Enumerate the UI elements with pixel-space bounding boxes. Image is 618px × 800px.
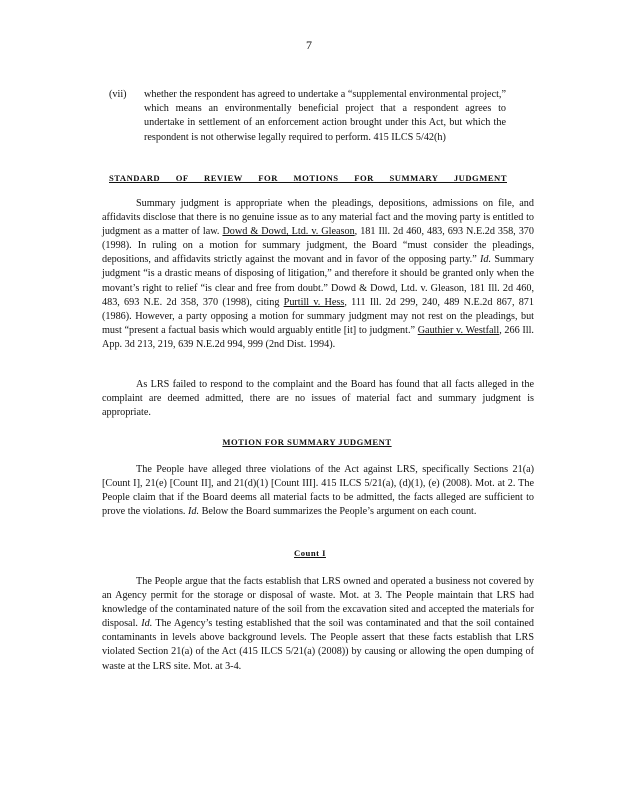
text-run: , 181 Ill. 2d 460, 483, 693 N.E.2d 358, 370 (1998). In ruling on a motion for summary judgment, the Board “must consider the pleadings, depositions, and affidavits strictly against the movant and in favor of the opposing party.” (102, 226, 534, 266)
heading-motion-for-summary-judgment: MOTION FOR SUMMARY JUDGMENT (222, 437, 392, 447)
id-citation: Id. (141, 618, 153, 630)
case-citation-gauthier: Gauthier v. Westfall (417, 324, 500, 336)
text-run: Below the Board summarizes the People’s argument on each count. (199, 506, 477, 518)
id-citation: Id. (188, 506, 200, 518)
paragraph-motion (102, 463, 534, 519)
item-text: whether the respondent has agreed to undertake a “supplemental environmental project,” which means an environmentally beneficial project that a respondent agrees to undertake in settlement of an enforcement action brought under this Act, but which the respondent is not otherwise legally required to perform. 415 ILCS 5/42(h) (144, 89, 506, 143)
text-run: The People argue that the facts establish that LRS owned and operated a business not covered by an Agency permit for the storage or disposal of waste. Mot. at 3. The People maintain that LRS had knowledge of the contaminated nature of the soil from the excavation sited and accepted the materials for disposal. (102, 576, 534, 630)
id-citation: Id. (480, 254, 492, 266)
page-number: 7 (306, 38, 312, 52)
text-run: The People have alleged three violations of the Act against LRS, specifically Sections 21(a) [Count I], 21(e) [Count II], and 21(d)(1) [Count III]. 415 ILCS 5/21(a), (d)(1), (e) (2008). Mot. at 2. The People claim that if the Board deems all material facts to be admitted, the facts alleged are sufficient to prove the violations. (102, 464, 534, 518)
text-run: The Agency’s testing established that the soil was contaminated and that the soil contained contaminants in levels above background levels. The People assert that these facts establish that LRS violated Section 21(a) of the Act (415 ILCS 5/21(a) (2008)) by causing or allowing the open dumping of waste at the LRS site. Mot. at 3-4. (102, 618, 534, 672)
heading-standard-of-review: STANDARD OF REVIEW FOR MOTIONS FOR SUMMARY JUDGMENT (109, 173, 507, 183)
text-run: , 266 Ill. App. 3d 213, 219, 639 N.E.2d 994, 999 (2nd Dist. 1994). (102, 324, 534, 350)
paragraph-standard-of-review (102, 197, 534, 352)
paragraph-lrs-failed-to-respond: As LRS failed to respond to the complaint and the Board has found that all facts alleged in the complaint are deemed admitted, there are no issues of material fact and summary judgment is appropriate. (102, 379, 534, 419)
paragraph-count-i (102, 575, 534, 674)
case-citation-purtill: Purtill v. Hess (283, 296, 345, 308)
item-label: (vii) (109, 89, 127, 100)
text-run: Summary judgment is appropriate when the pleadings, depositions, admissions on file, and affidavits disclose that there is no genuine issue as to any material fact and the moving party is entitled to judgment as a matter of law. (102, 198, 534, 238)
text-run: Summary judgment “is a drastic means of disposing of litigation,” and therefore it should be granted only when the movant’s right to relief “is clear and free from doubt.” Dowd & Dowd, Ltd. v. Gleason, 181 Ill. 2d 460, 483, 693 N.E. 2d 358, 370 (1998), citing (102, 254, 534, 308)
case-citation-dowd: Dowd & Dowd, Ltd. v. Gleason (222, 226, 355, 238)
text-run: , 111 Ill. 2d 299, 240, 489 N.E.2d 867, 871 (1986). However, a party opposing a motion for summary judgment may not rest on the pleadings, but must “present a factual basis which would arguably entitle [it] to judgment.” (102, 296, 534, 336)
heading-count-i: Count I (294, 548, 326, 558)
